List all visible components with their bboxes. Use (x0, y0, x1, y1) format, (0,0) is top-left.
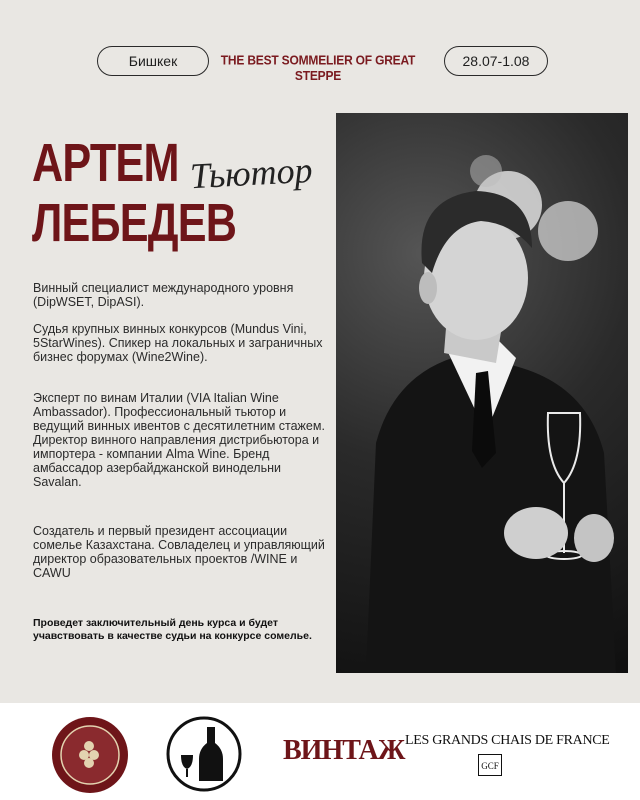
bio-paragraph: Эксперт по винам Италии (VIA Italian Wine Ambassador). Профессиональный тьютор и ведущий винных ивентов с десятилетним стажем. Директор винного направления дистрибьютора и импортера - компании Alma Wine. Бренд амбассадор азербайджанской винодельни Savalan. (33, 391, 325, 489)
bottle-glass-logo (165, 715, 243, 798)
bio-paragraph: Создатель и первый президент ассоциации сомелье Казахстана. Совладелец и управляющий директор образовательных проектов /WINE и CAWU (33, 524, 325, 580)
sponsor-footer (0, 703, 640, 800)
portrait-photo (336, 113, 628, 673)
dates-pill: 28.07-1.08 (444, 46, 548, 76)
grands-chais-logo-text: LES GRANDS CHAIS DE FRANCE (405, 733, 610, 748)
person-first-name: АРТЕМ (32, 133, 179, 193)
grands-chais-monogram: GCF (478, 754, 502, 776)
seal-icon (50, 715, 130, 795)
bio-highlight: Проведет заключительный день курса и будет учавствовать в качестве судьи на конкурсе сомелье. (33, 617, 312, 642)
vintazh-logo: ВИНТАЖ (283, 735, 405, 766)
event-title: THE BEST SOMMELIER OF GREAT STEPPE (220, 52, 416, 84)
portrait-illustration (336, 113, 628, 673)
city-pill: Бишкек (97, 46, 209, 76)
wine-university-seal-logo (50, 715, 130, 800)
person-last-name: ЛЕБЕДЕВ (32, 193, 237, 253)
person-role: Тьютор (189, 149, 314, 197)
bio-paragraph: Винный специалист международного уровня (DipWSET, DipASI). (33, 281, 294, 309)
bottle-icon (165, 715, 243, 793)
bio-paragraph: Судья крупных винных конкурсов (Mundus Vini, 5StarWines). Спикер на локальных и заграничных бизнес форумах (Wine2Wine). (33, 322, 323, 364)
